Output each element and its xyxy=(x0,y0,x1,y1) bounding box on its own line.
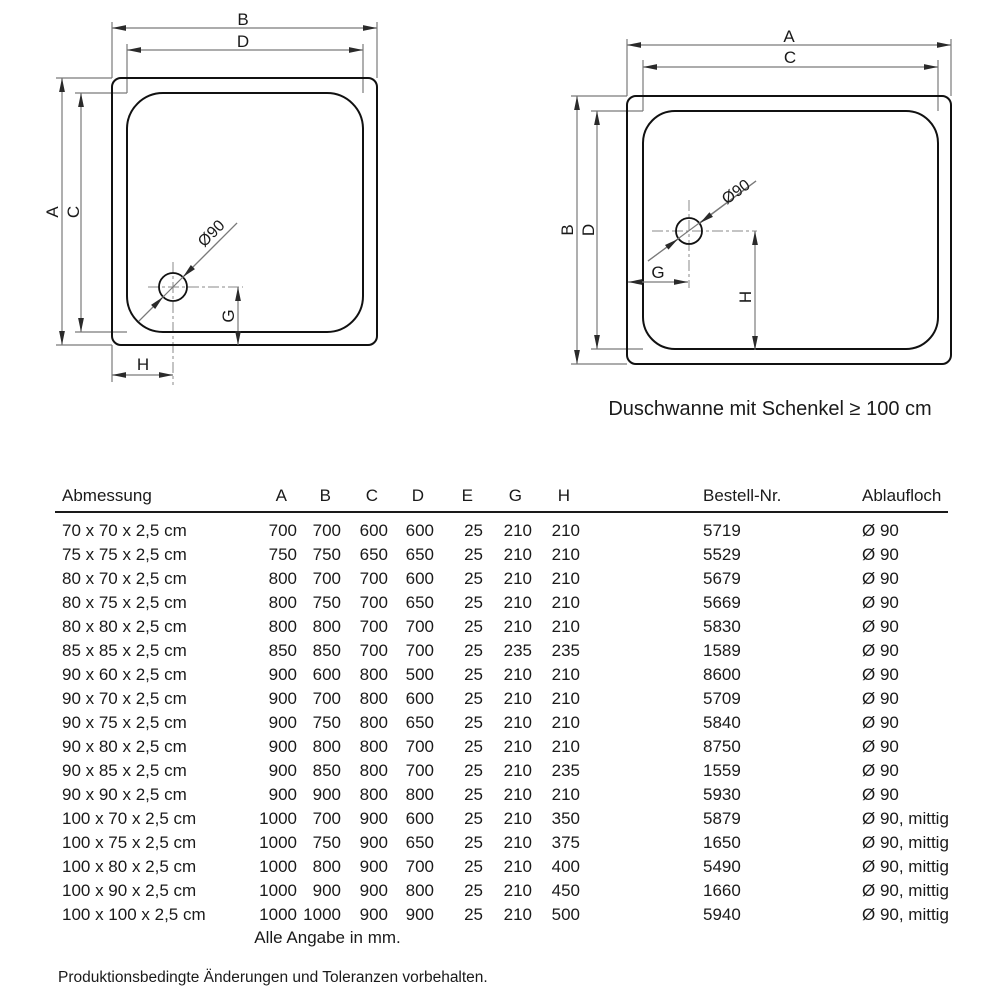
table-cell: 600 xyxy=(405,809,434,828)
table-cell: 750 xyxy=(312,545,341,564)
table-cell: 1000 xyxy=(259,809,297,828)
table-cell: 210 xyxy=(551,737,580,756)
table-cell: Ø 90 xyxy=(862,569,899,588)
table-row xyxy=(55,591,948,615)
table-cell: 5830 xyxy=(703,617,741,636)
table-cell: 450 xyxy=(551,881,580,900)
table-cell: 850 xyxy=(268,641,297,660)
table-cell: 600 xyxy=(312,665,341,684)
col-header-e: E xyxy=(434,486,483,512)
footer-note: Produktionsbedingte Änderungen und Toleranzen vorbehalten. xyxy=(58,969,488,986)
table-row xyxy=(55,759,948,783)
table-cell: 800 xyxy=(359,761,388,780)
table-cell: 800 xyxy=(312,737,341,756)
dimensions-table-wrap xyxy=(55,486,948,927)
table-cell: 25 xyxy=(464,593,483,612)
table-cell: 500 xyxy=(551,905,580,924)
table-cell: 900 xyxy=(312,881,341,900)
table-cell: 600 xyxy=(359,521,388,540)
extension-lines xyxy=(56,22,377,382)
table-cell: 800 xyxy=(268,593,297,612)
table-cell: 1559 xyxy=(703,761,741,780)
dim-label-height-outer: B xyxy=(558,224,577,236)
table-cell: 210 xyxy=(503,905,532,924)
table-cell: 900 xyxy=(268,665,297,684)
table-cell: 90 x 85 x 2,5 cm xyxy=(62,761,187,780)
table-cell: 700 xyxy=(312,569,341,588)
table-cell: Ø 90 xyxy=(862,737,899,756)
table-row xyxy=(55,543,948,567)
col-header-abmessung: Abmessung xyxy=(55,486,250,512)
dim-label-g: G xyxy=(219,309,238,323)
table-cell: 90 x 90 x 2,5 cm xyxy=(62,785,187,804)
drain-centerlines xyxy=(652,200,757,288)
table-cell: 210 xyxy=(551,545,580,564)
table-cell: 800 xyxy=(359,713,388,732)
table-cell: 750 xyxy=(312,713,341,732)
table-cell: 900 xyxy=(268,713,297,732)
table-cell: 25 xyxy=(464,857,483,876)
table-cell: 1000 xyxy=(259,905,297,924)
table-cell: 800 xyxy=(312,857,341,876)
dim-label-height-outer: A xyxy=(43,206,62,218)
col-header-ablaufloch: Ablaufloch xyxy=(855,486,948,512)
table-cell: 800 xyxy=(359,689,388,708)
table-cell: 100 x 80 x 2,5 cm xyxy=(62,857,197,876)
table-cell: 900 xyxy=(268,689,297,708)
table-cell: 750 xyxy=(312,833,341,852)
table-cell: 700 xyxy=(359,641,388,660)
table-cell: 700 xyxy=(405,641,434,660)
table-row xyxy=(55,855,948,879)
table-cell: Ø 90 xyxy=(862,593,899,612)
table-cell: Ø 90 xyxy=(862,713,899,732)
table-cell: 900 xyxy=(359,833,388,852)
table-cell: 900 xyxy=(359,809,388,828)
table-cell: 700 xyxy=(359,569,388,588)
table-cell: 25 xyxy=(464,761,483,780)
table-cell: 210 xyxy=(551,665,580,684)
table-cell: 25 xyxy=(464,905,483,924)
dim-label-height-inner: D xyxy=(579,223,598,237)
table-header-row xyxy=(55,486,948,512)
col-header-a: A xyxy=(250,486,297,512)
table-cell: 600 xyxy=(405,569,434,588)
table-cell: 5490 xyxy=(703,857,741,876)
table-cell: 210 xyxy=(551,569,580,588)
table-cell: 900 xyxy=(268,761,297,780)
table-row xyxy=(55,879,948,903)
table-cell: 100 x 75 x 2,5 cm xyxy=(62,833,197,852)
table-cell: 210 xyxy=(551,521,580,540)
table-cell: 80 x 80 x 2,5 cm xyxy=(62,617,187,636)
diagram-square-tray xyxy=(43,10,377,385)
table-cell: 800 xyxy=(268,569,297,588)
table-cell: 500 xyxy=(405,665,434,684)
dim-label-g: G xyxy=(651,263,665,282)
table-cell: 25 xyxy=(464,617,483,636)
table-cell: 25 xyxy=(464,545,483,564)
table-cell: 5709 xyxy=(703,689,741,708)
table-cell: 650 xyxy=(405,593,434,612)
units-note: Alle Angabe in mm. xyxy=(254,928,401,947)
dim-label-h: H xyxy=(736,290,755,304)
table-cell: 900 xyxy=(359,905,388,924)
table-cell: 210 xyxy=(503,569,532,588)
table-cell: 25 xyxy=(464,881,483,900)
table-row xyxy=(55,663,948,687)
table-cell: 750 xyxy=(268,545,297,564)
col-header-d: D xyxy=(388,486,434,512)
table-cell: 900 xyxy=(268,785,297,804)
drain-diameter-label: Ø90 xyxy=(195,217,229,251)
tray-inner-edge xyxy=(643,111,938,349)
table-cell: 800 xyxy=(312,617,341,636)
table-cell: 700 xyxy=(312,689,341,708)
table-cell: 900 xyxy=(359,857,388,876)
table-cell: 100 x 90 x 2,5 cm xyxy=(62,881,197,900)
table-cell: 900 xyxy=(359,881,388,900)
table-row xyxy=(55,735,948,759)
table-cell: 25 xyxy=(464,785,483,804)
table-cell: 210 xyxy=(503,809,532,828)
dim-label-width-outer: B xyxy=(237,10,249,29)
table-cell: 210 xyxy=(503,857,532,876)
table-cell: 400 xyxy=(551,857,580,876)
table-cell: 25 xyxy=(464,569,483,588)
table-cell: 210 xyxy=(503,689,532,708)
col-header-b: B xyxy=(297,486,341,512)
table-cell: 800 xyxy=(405,785,434,804)
table-cell: 90 x 60 x 2,5 cm xyxy=(62,665,187,684)
table-cell: 70 x 70 x 2,5 cm xyxy=(62,521,187,540)
table-row xyxy=(55,903,948,927)
table-cell: 600 xyxy=(405,689,434,708)
table-cell: 8750 xyxy=(703,737,741,756)
table-cell: 210 xyxy=(503,833,532,852)
table-cell: 8600 xyxy=(703,665,741,684)
table-cell: 700 xyxy=(359,617,388,636)
table-row xyxy=(55,831,948,855)
dim-label-width-outer: A xyxy=(783,27,795,46)
table-cell: Ø 90, mittig xyxy=(862,809,949,828)
table-cell: 900 xyxy=(312,785,341,804)
table-cell: 210 xyxy=(503,593,532,612)
col-header-h: H xyxy=(532,486,580,512)
table-row xyxy=(55,519,948,543)
table-cell: 375 xyxy=(551,833,580,852)
table-cell: 235 xyxy=(503,641,532,660)
table-cell: 1589 xyxy=(703,641,741,660)
table-cell: 85 x 85 x 2,5 cm xyxy=(62,641,187,660)
table-cell: 1660 xyxy=(703,881,741,900)
table-cell: 210 xyxy=(503,665,532,684)
table-cell: 5669 xyxy=(703,593,741,612)
diagram-rect-tray xyxy=(558,27,951,364)
table-cell: 210 xyxy=(503,785,532,804)
table-cell: 25 xyxy=(464,737,483,756)
table-cell: 210 xyxy=(503,545,532,564)
table-cell: 800 xyxy=(359,665,388,684)
col-header-g: G xyxy=(483,486,532,512)
table-cell: Ø 90 xyxy=(862,617,899,636)
table-cell: 25 xyxy=(464,665,483,684)
table-cell: 210 xyxy=(551,689,580,708)
table-cell: 25 xyxy=(464,689,483,708)
table-cell: 100 x 100 x 2,5 cm xyxy=(62,905,206,924)
table-cell: 650 xyxy=(405,713,434,732)
table-cell: 1000 xyxy=(259,881,297,900)
table-cell: 700 xyxy=(405,737,434,756)
table-cell: 90 x 80 x 2,5 cm xyxy=(62,737,187,756)
dim-label-width-inner: C xyxy=(783,48,797,67)
table-cell: 800 xyxy=(359,737,388,756)
table-cell: 700 xyxy=(359,593,388,612)
table-cell: 700 xyxy=(268,521,297,540)
table-cell: Ø 90 xyxy=(862,521,899,540)
table-cell: 700 xyxy=(312,521,341,540)
table-cell: 25 xyxy=(464,521,483,540)
table-cell: Ø 90, mittig xyxy=(862,905,949,924)
table-cell: 25 xyxy=(464,641,483,660)
table-cell: 5529 xyxy=(703,545,741,564)
dimensions-table-body xyxy=(55,512,948,927)
table-cell: 700 xyxy=(312,809,341,828)
table-cell: 90 x 75 x 2,5 cm xyxy=(62,713,187,732)
table-cell: 1000 xyxy=(259,833,297,852)
table-row xyxy=(55,783,948,807)
table-cell: 800 xyxy=(359,785,388,804)
table-cell: 235 xyxy=(551,641,580,660)
table-cell: 25 xyxy=(464,809,483,828)
table-cell: 210 xyxy=(503,761,532,780)
table-cell: 235 xyxy=(551,761,580,780)
table-cell: Ø 90 xyxy=(862,689,899,708)
table-cell: 100 x 70 x 2,5 cm xyxy=(62,809,197,828)
table-cell: 850 xyxy=(312,761,341,780)
table-row xyxy=(55,807,948,831)
dim-label-width-inner: D xyxy=(236,32,250,51)
table-cell: 5840 xyxy=(703,713,741,732)
table-cell: 350 xyxy=(551,809,580,828)
table-cell: 900 xyxy=(268,737,297,756)
col-header-c: C xyxy=(341,486,388,512)
table-cell: 5719 xyxy=(703,521,741,540)
table-cell: Ø 90 xyxy=(862,641,899,660)
table-cell: 650 xyxy=(405,545,434,564)
table-cell: Ø 90, mittig xyxy=(862,857,949,876)
table-cell: 210 xyxy=(551,617,580,636)
table-cell: 5879 xyxy=(703,809,741,828)
table-cell: 210 xyxy=(551,713,580,732)
table-cell: 600 xyxy=(405,521,434,540)
table-cell: 75 x 75 x 2,5 cm xyxy=(62,545,187,564)
table-row xyxy=(55,711,948,735)
table-cell: 800 xyxy=(405,881,434,900)
table-cell: 80 x 75 x 2,5 cm xyxy=(62,593,187,612)
table-cell: 5930 xyxy=(703,785,741,804)
table-row xyxy=(55,615,948,639)
table-row xyxy=(55,567,948,591)
table-cell: 650 xyxy=(405,833,434,852)
table-cell: Ø 90, mittig xyxy=(862,833,949,852)
table-cell: 210 xyxy=(503,737,532,756)
table-cell: 700 xyxy=(405,857,434,876)
table-cell: Ø 90 xyxy=(862,545,899,564)
table-cell: Ø 90 xyxy=(862,665,899,684)
table-cell: 700 xyxy=(405,761,434,780)
table-cell: 1000 xyxy=(259,857,297,876)
table-cell: 5940 xyxy=(703,905,741,924)
table-cell: 210 xyxy=(503,521,532,540)
tray-outer-edge xyxy=(112,78,377,345)
table-cell: 210 xyxy=(503,617,532,636)
table-cell: 210 xyxy=(551,785,580,804)
table-cell: 210 xyxy=(551,593,580,612)
dim-label-h: H xyxy=(136,355,150,374)
table-cell: 1000 xyxy=(303,905,341,924)
dim-label-height-inner: C xyxy=(64,205,83,219)
table-cell: 210 xyxy=(503,881,532,900)
table-cell: 650 xyxy=(359,545,388,564)
drain-diameter-label: Ø90 xyxy=(719,176,754,209)
dimensions-table xyxy=(55,486,948,927)
table-cell: 850 xyxy=(312,641,341,660)
col-header-bestellnr: Bestell-Nr. xyxy=(580,486,855,512)
table-cell: 210 xyxy=(503,713,532,732)
table-cell: Ø 90, mittig xyxy=(862,881,949,900)
table-cell: 700 xyxy=(405,617,434,636)
table-cell: 80 x 70 x 2,5 cm xyxy=(62,569,187,588)
diagram-caption: Duschwanne mit Schenkel ≥ 100 cm xyxy=(608,398,932,420)
table-row xyxy=(55,639,948,663)
table-cell: 25 xyxy=(464,833,483,852)
table-row xyxy=(55,687,948,711)
table-cell: 800 xyxy=(268,617,297,636)
table-cell: 90 x 70 x 2,5 cm xyxy=(62,689,187,708)
table-cell: 750 xyxy=(312,593,341,612)
table-cell: Ø 90 xyxy=(862,785,899,804)
table-cell: 900 xyxy=(405,905,434,924)
table-cell: 1650 xyxy=(703,833,741,852)
table-cell: 25 xyxy=(464,713,483,732)
table-cell: 5679 xyxy=(703,569,741,588)
table-cell: Ø 90 xyxy=(862,761,899,780)
